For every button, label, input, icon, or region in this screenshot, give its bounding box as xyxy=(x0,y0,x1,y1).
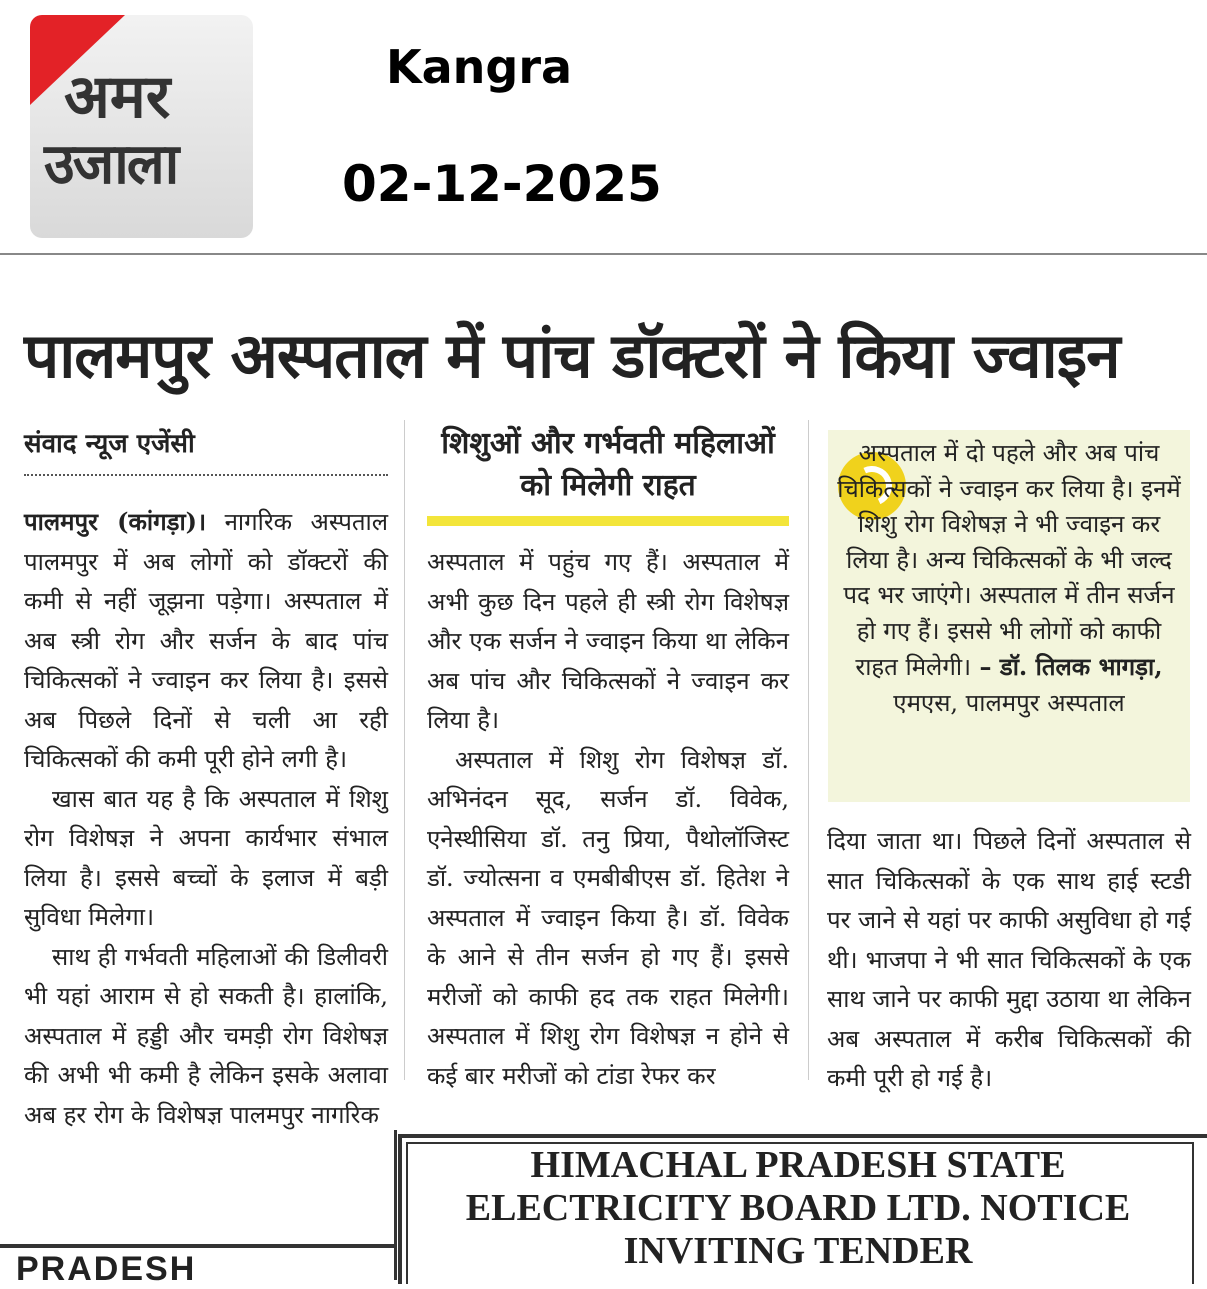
column-rule-2 xyxy=(808,420,809,1080)
col1-paragraph-3: साथ ही गर्भवती महिलाओं की डिलीवरी भी यहां आराम से हो सकती है। हालांकि, अस्पताल में हड्डी और चमड़ी रोग विशेषज्ञ की अभी भी कमी है लेकिन इसके अलावा अब हर रोग के विशेषज्ञ पालमपुर नागरिक xyxy=(24,942,388,1129)
column-rule-1 xyxy=(404,420,405,1080)
quote-attribution-rest: एमएस, पालमपुर अस्पताल xyxy=(893,688,1125,717)
edition-name: Kangra xyxy=(386,40,573,94)
quote-body: अस्पताल में दो पहले और अब पांच चिकित्सकों ने ज्वाइन कर लिया है। इनमें शिशु रोग विशेषज्ञ ने भी ज्वाइन कर लिया है। अन्य चिकित्सकों के भी जल्द पद भर जाएंगे। अस्पताल में तीन सर्जन हो गए हैं। इससे भी लोगों को काफी राहत मिलेगी। xyxy=(837,439,1181,681)
logo-line1: अमर xyxy=(64,62,171,132)
logo-line2: उजाला xyxy=(44,132,178,197)
left-ad-text: PRADESH xyxy=(16,1250,197,1288)
article-headline: पालमपुर अस्पताल में पांच डॉक्टरों ने किया ज्वाइन xyxy=(24,319,1120,392)
col1-p1-text: नागरिक अस्पताल पालमपुर में अब लोगों को डॉक्टरों की कमी से नहीं जूझना पड़ेगा। अस्पताल में अब स्त्री रोग और सर्जन के बाद पांच चिकित्सकों ने ज्वाइन कर लिया है। इससे अब पिछले दिनों से चली आ रही चिकित्सकों की कमी पूरी होने लगी है। xyxy=(24,508,388,773)
tender-ad-title: HIMACHAL PRADESH STATE ELECTRICITY BOARD LTD. NOTICE INVITING TENDER xyxy=(465,1144,1131,1272)
subheadline-underline xyxy=(427,516,789,526)
col1-paragraph-1 xyxy=(24,502,388,780)
dateline: पालमपुर (कांगड़ा)। xyxy=(24,507,207,536)
subheadline: शिशुओं और गर्भवती महिलाओं को मिलेगी राहत xyxy=(441,426,775,503)
col1-paragraph-2: खास बात यह है कि अस्पताल में शिशु रोग विशेषज्ञ ने अपना कार्यभार संभाल लिया है। इससे बच्चों के इलाज में बड़ी सुविधा मिलेगा। xyxy=(24,784,388,931)
byline-divider xyxy=(24,474,388,476)
article-byline: संवाद न्यूज एजेंसी xyxy=(24,429,195,459)
article-column-2 xyxy=(427,543,789,1096)
newspaper-logo xyxy=(30,15,253,238)
quote-text xyxy=(836,436,1182,721)
header-bar xyxy=(0,0,1207,254)
header-divider xyxy=(0,253,1207,255)
quote-box xyxy=(828,430,1190,802)
ad-divider xyxy=(394,1130,397,1280)
edition-date: 02-12-2025 xyxy=(342,155,662,213)
col2-paragraph-2: अस्पताल में शिशु रोग विशेषज्ञ डॉ. अभिनंदन सूद, सर्जन डॉ. विवेक, एनेस्थीसिया डॉ. तनु प्रिया, पैथोलॉजिस्ट डॉ. ज्योत्सना व एमबीबीएस डॉ. हितेश ने अस्पताल में ज्वाइन किया है। डॉ. विवेक के आने से तीन सर्जन हो गए हैं। इससे मरीजों को काफी हद तक राहत मिलेगी। अस्पताल में शिशु रोग विशेषज्ञ न होने से कई बार मरीजों को टांडा रेफर कर xyxy=(427,745,789,1090)
article-column-1 xyxy=(24,502,388,1135)
col2-paragraph-1: अस्पताल में पहुंच गए हैं। अस्पताल में अभी कुछ दिन पहले ही स्त्री रोग विशेषज्ञ और एक सर्जन ने ज्वाइन किया था लेकिन अब पांच और चिकित्सकों ने ज्वाइन कर लिया है। xyxy=(427,548,789,734)
article-column-3 xyxy=(827,822,1191,1099)
col3-paragraph-1: दिया जाता था। पिछले दिनों अस्पताल से सात चिकित्सकों के एक साथ हाई स्टडी पर जाने से यहां पर काफी असुविधा हो गई थी। भाजपा ने भी सात चिकित्सकों के एक साथ जाने पर काफी मुद्दा उठाया था लेकिन अब अस्पताल में करीब चिकित्सकों की कमी पूरी हो गई है। xyxy=(827,827,1191,1092)
quote-attribution: – डॉ. तिलक भागड़ा, xyxy=(971,652,1163,681)
